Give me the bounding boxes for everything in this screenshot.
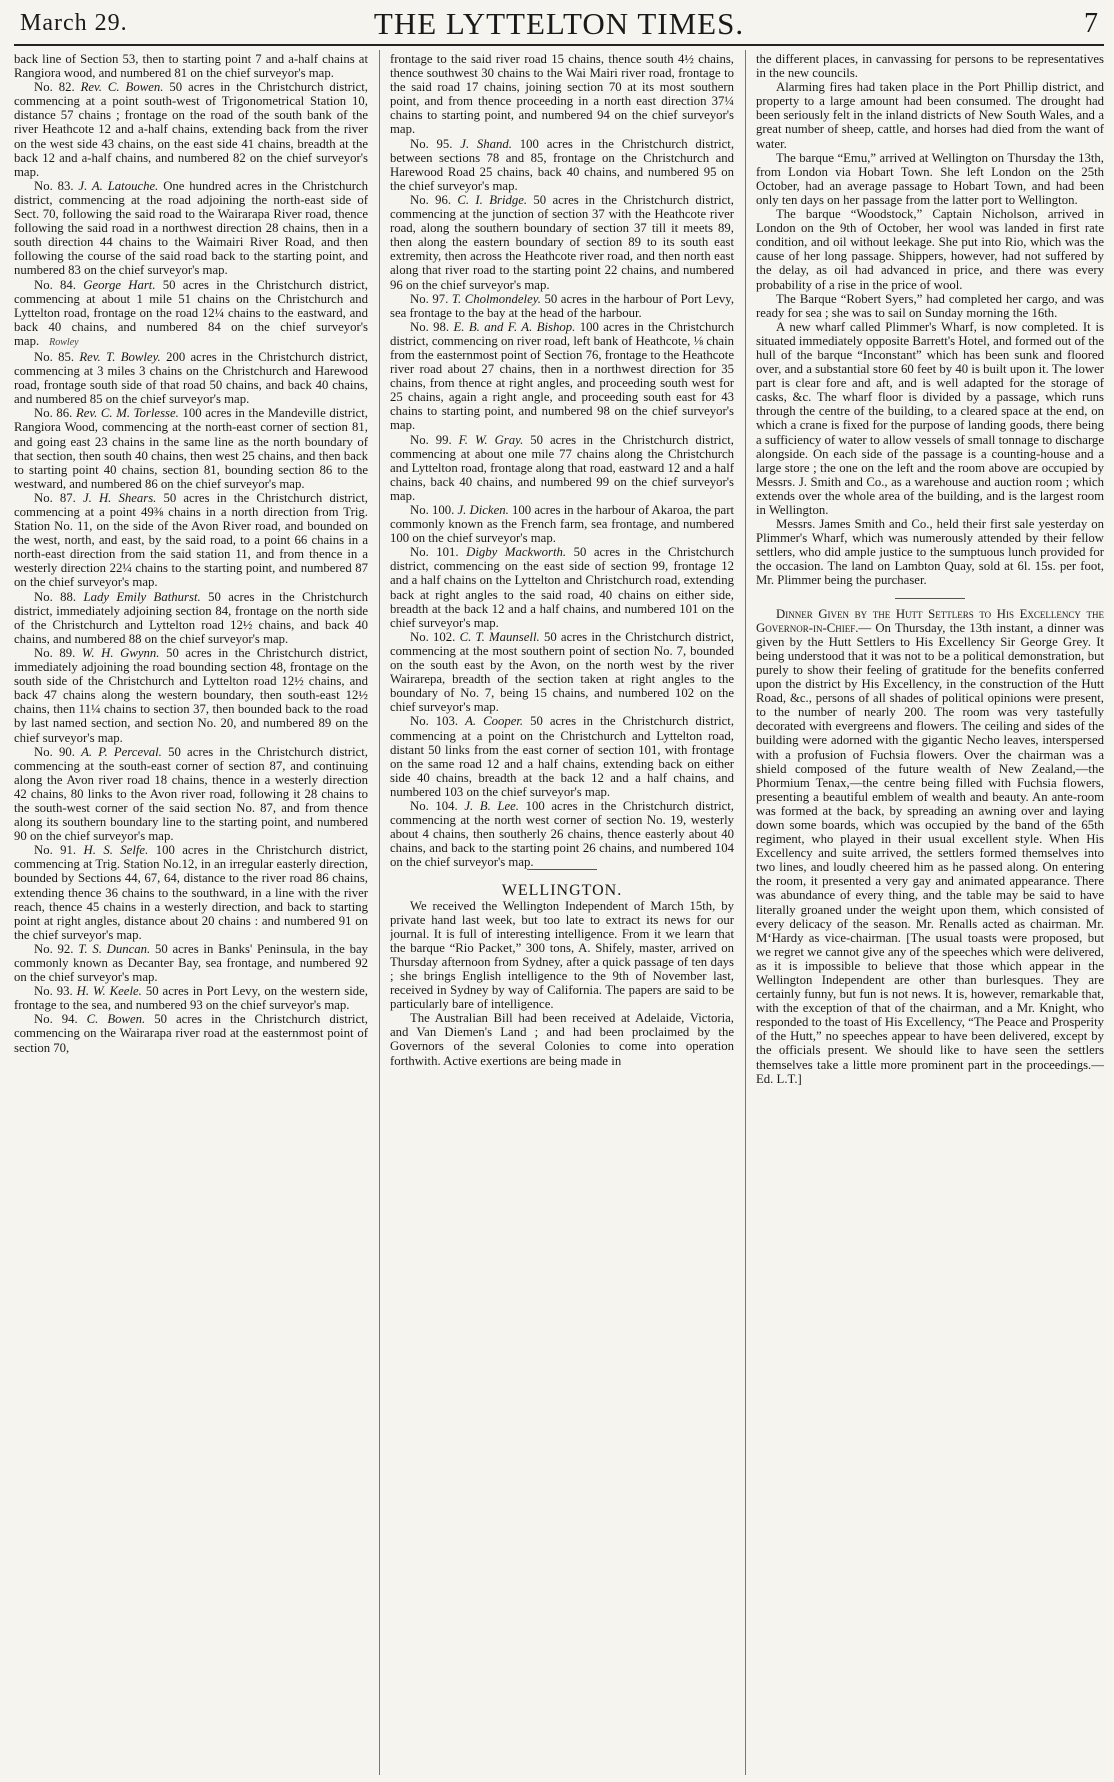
land-grant-entry	[14, 491, 368, 590]
page-number: 7	[1084, 8, 1098, 39]
entry-number: No. 100.	[410, 503, 458, 517]
entry-text: 100 acres in the Christchurch district, between sections 78 and 85, frontage on the Christchurch and Harewood Road 25 chains, back 40 chains, and numbered 95 on the chief surveyor's map.	[390, 136, 734, 193]
news-paragraph: The barque “Woodstock,” Captain Nicholson, arrived in London on the 9th of October, her wool was landed in first rate condition, and oil without leekage. She put into Rio, which was the cause of her long passage. Shippers, however, had not suffered by the delay, as oil had advanced in price, and there was every probability of a rise in the price of wool.	[756, 207, 1104, 292]
entry-name: Rev. C. Bowen.	[80, 80, 170, 95]
entry-text: 50 acres in the harbour of Port Levy, sea frontage to the bay at the head of the harbour.	[390, 291, 734, 320]
entry-number: No. 85.	[34, 349, 80, 364]
entry-number: No. 90.	[34, 744, 82, 759]
land-grant-entry	[14, 745, 368, 844]
issue-date: March 29.	[20, 10, 128, 36]
entry-number: No. 88.	[34, 589, 84, 604]
entry-text: 50 acres in the Christchurch district, commencing at about one mile 77 chains along the Christchurch and Lyttelton road, frontage along that road, eastward 12 and a half chains, back 40 chains, and numbered 99 on the chief surveyor's map.	[390, 432, 734, 503]
entry-text: One hundred acres in the Christchurch district, commencing at the road adjoining the north-east side of Sect. 70, following the said road to the Wairarapa River road, thence following the said road in a northwest direction 28 chains, then in a south direction 44 chains to the Waimairi River Road, and then following the course of the said road back to the starting point, and numbered 83 on the chief surveyor's map.	[14, 178, 368, 278]
entry-number: No. 101.	[410, 545, 467, 560]
entry-text: 50 acres in the Christchurch district, immediately adjoining section 84, frontage on the north side of the Christchurch and Lyttelton road 12½ chains, and back 40 chains, and numbered 88 on the chief surveyor's map.	[14, 589, 368, 646]
entry-number: No. 93.	[34, 984, 77, 999]
entry-number: No. 104.	[410, 798, 465, 813]
entry-name: George Hart.	[83, 277, 163, 292]
entry-number: No. 91.	[34, 843, 84, 858]
column-3	[756, 52, 1104, 1774]
entry-name: T. S. Duncan.	[78, 941, 155, 956]
entry-text: 100 acres in the harbour of Akaroa, the part commonly known as the French farm, sea frontage, and numbered 100 on the chief surveyor's map.	[390, 503, 734, 546]
entry-number: No. 98.	[410, 319, 454, 334]
land-grant-entry	[390, 320, 734, 433]
entry-name: Rev. C. M. Torlesse.	[75, 406, 183, 421]
entry-number: No. 94.	[34, 1012, 87, 1027]
entry-name: J. Dicken.	[457, 503, 512, 517]
entry-name: T. Cholmondeley.	[451, 291, 545, 306]
entry-text: 50 acres in the Christchurch district, commencing at the south-east corner of section 87, and continuing along the Avon river road 18 chains, thence in a westerly direction 42 chains, 80 links to the Avon river road, following it 28 chains to the south-west corner of the said section No. 87, and from thence along its southern boundary line to the starting point, and numbered 90 on the chief surveyor's map.	[14, 744, 368, 844]
news-paragraph: Alarming fires had taken place in the Port Phillip district, and property to a large amount had been consumed. The drought had been seriously felt in the inland districts of New South Wales, and a great number of sheep, cattle, and horses had died from the want of water.	[756, 80, 1104, 151]
entry-name: A. P. Perceval.	[81, 744, 169, 759]
entry-number: No. 97.	[410, 291, 452, 306]
column-rule-2	[745, 50, 746, 1775]
entry-text: 50 acres in the Christchurch district, commencing at a point south-west of Trigonometrical Station 10, distance 57 chains ; frontage on the road of the south bank of the river Heathcote 12 and a-half chains, extending back from the river on the west side 43 chains, on the east side 41 chains, breadth at the back 12 and a-half chains, and numbered 82 on the chief surveyor's map.	[14, 80, 368, 179]
wellington-paragraph: The Australian Bill had been received at Adelaide, Victoria, and Van Diemen's Land ; and had been proclaimed by the Governors of the several Colonies to come into operation forthwith. Active exertions are being made in	[390, 1011, 734, 1068]
entry-name: E. B. and F. A. Bishop.	[453, 319, 580, 334]
column-2-entries	[390, 137, 734, 870]
column-1-continuation: back line of Section 53, then to starting point 7 and a-half chains at Rangiora wood, and numbered 81 on the chief surveyor's map.	[14, 52, 368, 81]
land-grant-entry	[14, 80, 368, 179]
entry-text: 50 acres in the Christchurch district, commencing at the junction of section 37 with the Heathcote river road, along the southern boundary of section 37 till it meets 89, then along the eastern boundary of section 89 to its south east extremity, then across the Heathcote river road, and then north east along that river road to the starting point 22 chains, and numbered 96 on the chief surveyor's map.	[390, 192, 734, 292]
wellington-paragraph: We received the Wellington Independent of March 15th, by private hand last week, but too late to extract its news for our journal. It is full of interesting intelligence. From it we learn that the barque “Rio Packet,” 300 tons, A. Shifely, master, arrived on Thursday afternoon from Sydney, after a quick passage of ten days ; she brings English intelligence to the 9th of November last, received in Sydney by way of California. The papers are said to be particularly bare of intelligence.	[390, 898, 734, 1012]
entry-text: 50 acres in the Christchurch district, commencing on the east side of section 99, frontage 12 and a half chains on the Lyttelton and Christchurch road, extending back at right angles to the said road, 40 chains on either side, breadth at the back 12 and a half chains, and numbered 101 on the chief surveyor's map.	[390, 545, 734, 630]
entry-text: 50 acres in the Christchurch district, commencing at the most southern point of section No. 7, bounded on the south east by the Avon, on the north west by the river Wairarepa, breadth of the section taken at right angles to the boundary of No. 7, being 15 chains, and numbered 102 on the chief surveyor's map.	[390, 629, 734, 715]
entry-name: W. H. Gwynn.	[81, 645, 167, 660]
entry-text: 100 acres in the Christchurch district, commencing at the north west corner of section No. 19, westerly about 4 chains, then southerly 26 chains, thence easterly about 40 chains, and back to the starting point 26 chains, and numbered 104 on the chief surveyor's map.	[390, 798, 734, 870]
entry-number: No. 92.	[34, 941, 79, 956]
dinner-article-rule	[895, 598, 965, 599]
entry-text: 50 acres in the Christchurch district, commencing at a point on the Christchurch and Lyttelton road, distant 50 links from the east corner of section 101, with frontage on the same road 12 and a half chains, extending back on either side 40 chains, breadth at the back 12 and a half chains, and numbered 103 on the chief surveyor's map.	[390, 714, 734, 799]
entry-name: C. I. Bridge.	[457, 192, 534, 207]
land-grant-entry	[390, 545, 734, 630]
land-grant-entry	[14, 942, 368, 984]
masthead	[14, 4, 1104, 46]
land-grant-entry	[14, 406, 368, 491]
news-paragraph: The Barque “Robert Syers,” had completed her cargo, and was ready for sea ; she was to sail on Sunday morning the 16th.	[756, 291, 1104, 320]
entry-text: 100 acres in the Christchurch district, commencing at Trig. Station No.12, in an irregular easterly direction, bounded by Sections 44, 67, 64, distance to the river road 86 chains, extending thence 36 chains to the southward, in a line with the river reach, thence 45 chains in a westerly direction, and back to starting point at right angles, distance about 20 chains : and numbered 91 on the chief surveyor's map.	[14, 843, 368, 942]
dinner-article	[756, 607, 1104, 1086]
land-grant-entry	[14, 278, 368, 350]
entry-name: H. S. Selfe.	[83, 843, 156, 858]
newspaper-title: THE LYTTELTON TIMES.	[373, 6, 745, 41]
margin-note: Rowley	[49, 336, 79, 348]
entry-name: C. Bowen.	[86, 1012, 155, 1027]
entry-name: J. Shand.	[460, 136, 520, 151]
entry-name: A. Cooper.	[465, 714, 531, 729]
land-grant-entry	[390, 714, 734, 799]
entry-text: 200 acres in the Christchurch district, commencing at 3 miles 3 chains on the Christchurch and Harewood road, frontage south side of that road 50 chains, and back 40 chains, and numbered 85 on the chief surveyor's map.	[14, 349, 368, 407]
entry-text: 50 acres in the Christchurch district, immediately adjoining the road bounding section 48, frontage on the south side of the Christchurch and Lyttelton road 12½ chains, and back 47 chains along the western boundary, then south-east 12½ chains, then 11¼ chains to section 37, then bounded back to the road by last named section, and section No. 20, and numbered 89 on the chief surveyor's map.	[14, 645, 368, 745]
entry-text: 50 acres in Banks' Peninsula, in the bay commonly known as Decanter Bay, sea frontage, and numbered 92 on the chief surveyor's map.	[14, 941, 368, 985]
land-grant-entry	[14, 350, 368, 406]
land-grant-entry	[14, 590, 368, 646]
land-grant-entry	[14, 646, 368, 745]
news-paragraph: Messrs. James Smith and Co., held their first sale yesterday on Plimmer's Wharf, which was numerously attended by their fellow settlers, who did ample justice to the sumptuous lunch provided for the occasion. The land on Lambton Quay, sold at 6l. 15s. per foot, Mr. Plimmer being the purchaser.	[756, 517, 1104, 588]
land-grant-entry	[14, 843, 368, 942]
entry-number: No. 103.	[410, 714, 466, 729]
dinner-article-text: On Thursday, the 13th instant, a dinner was given by the Hutt Settlers to His Excellency Sir George Grey. It being understood that it was not to be a political demonstration, but purely to show their feeling of gratitude for the benefits conferred upon the district by His Excellency, in the construction of the Hutt Road, &c., persons of all shades of political opinions were present, to the number of nearly 200. The room was very tastefully decorated with evergreens and flowers. The ceiling and sides of the building were adorned with the gigantic Necho leaves, interspersed with a profusion of Fuchsia flowers. Over the chairman was a shield composed of the future wealth of New Zealand,—the Phormium Tenax,—the centre being filled with Fuchsia flowers, presenting a beautiful emblem of wealth and beauty. An ante-room was formed at the back, by spreading an awning over and laying down some boards, which was occupied by the band of the 65th regiment, who played in their usual excellent style. When His Excellency and suite arrived, the settlers formed themselves into two lines, and loudly cheered him as he passed along. On entering the room, it presented a very gay and animated appearance. There was abundance of every thing, and the table may be said to have literally groaned under the weight upon them, which consisted of every delicacy of the season. Mr. Renalls acted as chairman. Mr. M‘Hardy as vice-chairman. [The usual toasts were proposed, but we regret we cannot give any of the speeches which were delivered, as it is impossible to believe that those which appear in the Wellington Independent are other than burlesques. They are certainly funny, but fun is not news. It is, however, remarkable that, with the exception of that of the chairman, and a Mr. Knight, who responded to the toast of His Excellency, “The Peace and Prosperity of the Hutt,” no speeches appear to have been delivered, except by the officials present. We should like to have seen the settlers themselves take a little more prominent part in the proceedings.—Ed. L.T.]	[756, 620, 1104, 1086]
column-2	[390, 52, 734, 1774]
entry-name: F. W. Gray.	[458, 432, 531, 447]
entry-name: C. T. Maunsell.	[459, 629, 544, 644]
land-grant-entry	[14, 179, 368, 278]
news-paragraph: A new wharf called Plimmer's Wharf, is now completed. It is situated immediately opposite Barrett's Hotel, and formed out of the hull of the barque “Inconstant” which has been sunk and floored over, and a substantial store 60 feet by 40 is built upon it. The lower part is clear fore and aft, and is well adapted for the storage of casks, &c. The wharf floor is divided by a passage, which runs through the centre of the building, to a cleared space at the end, on which a crane is fixed for the purpose of landing goods, there being a sufficiency of water to allow vessels of small tonnage to discharge alongside. On each side of the passage is a counting-house and a large store ; the one on the left and the room above are occupied by Messrs. J. Smith and Co., as a warehouse and auction room ; which extends over the whole area of the building, and is the largest room in Wellington.	[756, 319, 1104, 517]
entry-name: Digby Mackworth.	[466, 545, 574, 560]
land-grant-entry	[14, 984, 368, 1012]
entry-number: No. 102.	[410, 629, 460, 644]
land-grant-entry	[390, 193, 734, 292]
column-3-paragraphs	[756, 52, 1104, 588]
entry-number: No. 89.	[34, 645, 82, 660]
entry-number: No. 87.	[34, 490, 83, 505]
entry-number: No. 99.	[410, 432, 459, 447]
entry-name: J. H. Shears.	[82, 490, 164, 505]
column-1-entries	[14, 80, 368, 1054]
land-grant-entry	[390, 799, 734, 869]
entry-number: No. 82.	[34, 80, 81, 95]
entry-name: H. W. Keele.	[76, 984, 146, 999]
entry-number: No. 86.	[34, 406, 76, 421]
entry-number: No. 83.	[34, 178, 79, 193]
entry-name: J. A. Latouche.	[78, 178, 164, 193]
land-grant-entry	[390, 630, 734, 715]
land-grant-entry	[14, 1012, 368, 1054]
entry-text: 50 acres in the Christchurch district, commencing at about 1 mile 51 chains on the Christchurch and Lyttelton road, frontage on the road 12¼ chains to the eastward, and back 40 chains, and numbered 84 on the chief surveyor's map.	[14, 277, 368, 348]
land-grant-entry	[390, 503, 734, 545]
news-paragraph: the different places, in canvassing for persons to be representatives in the new councils.	[756, 52, 1104, 81]
entry-name: Rev. T. Bowley.	[79, 349, 167, 364]
entry-text: 100 acres in the Christchurch district, commencing on river road, left bank of Heathcote, ⅛ chain from the easternmost point of Section 76, frontage to the Heathcote river road about 27 chains, then in a northwest direction for 35 chains, from thence at right angles, and proceeding south west for 25 chains, again a right angle, and proceeding south east for 43 chains to starting point, and numbered 98 on the chief surveyor's map.	[390, 319, 734, 433]
column-rule-1	[379, 50, 380, 1775]
entry-number: No. 96.	[410, 192, 458, 207]
entry-name: J. B. Lee.	[464, 798, 526, 813]
land-grant-entry	[390, 292, 734, 320]
entry-text: 50 acres in the Christchurch district, commencing at a point 49⅜ chains in a north direction from Trig. Station No. 11, on the side of the Avon River road, and bounded on the west, north, and east, by the said road, to a point 66 chains in a north-east direction from the said station 11, and from thence in a westerly direction 22¼ chains to the starting point, and numbered 87 on the chief surveyor's map.	[14, 490, 368, 590]
entry-text: 50 acres in the Christchurch district, commencing on the Wairarapa river road at the easternmost point of section 70,	[14, 1012, 368, 1055]
wellington-article	[390, 899, 734, 1068]
entry-text: 50 acres in Port Levy, on the western side, frontage to the sea, and numbered 93 on the chief surveyor's map.	[14, 984, 368, 1013]
entry-number: No. 84.	[34, 277, 84, 292]
entry-number: No. 95.	[410, 136, 461, 151]
land-grant-entry	[390, 433, 734, 503]
column-2-continuation: frontage to the said river road 15 chains, thence south 4½ chains, thence southwest 30 chains to the Wai Mairi river road, frontage to the said road 17 chains, joining section 70 at its most southern point, and from thence proceeding in a north east direction 37¼ chains to starting point, and numbered 94 on the chief surveyor's map.	[390, 52, 734, 137]
news-paragraph: The barque “Emu,” arrived at Wellington on Thursday the 13th, from London via Hobart Town. She left London on the 25th October, had an average passage to Hobart Town, and had been only ten days on her passage from the latter port to Wellington.	[756, 150, 1104, 207]
entry-text: 100 acres in the Mandeville district, Rangiora Wood, commencing at the north-east corner of section 81, and going east 23 chains in the same line as the north boundary of that section, then south 40 chains, then west 25 chains, and then back to starting point 40 chains, section 81, bounding section 86 to the westward, and numbered 86 on the chief surveyor's map.	[14, 406, 368, 491]
dinner-article-title: Dinner Given by the Hutt Settlers to His Excellency the Governor-in-Chief.—	[756, 606, 1104, 635]
wellington-heading: WELLINGTON.	[390, 869, 734, 898]
column-1	[14, 52, 368, 1774]
entry-name: Lady Emily Bathurst.	[83, 589, 209, 604]
land-grant-entry	[390, 137, 734, 193]
